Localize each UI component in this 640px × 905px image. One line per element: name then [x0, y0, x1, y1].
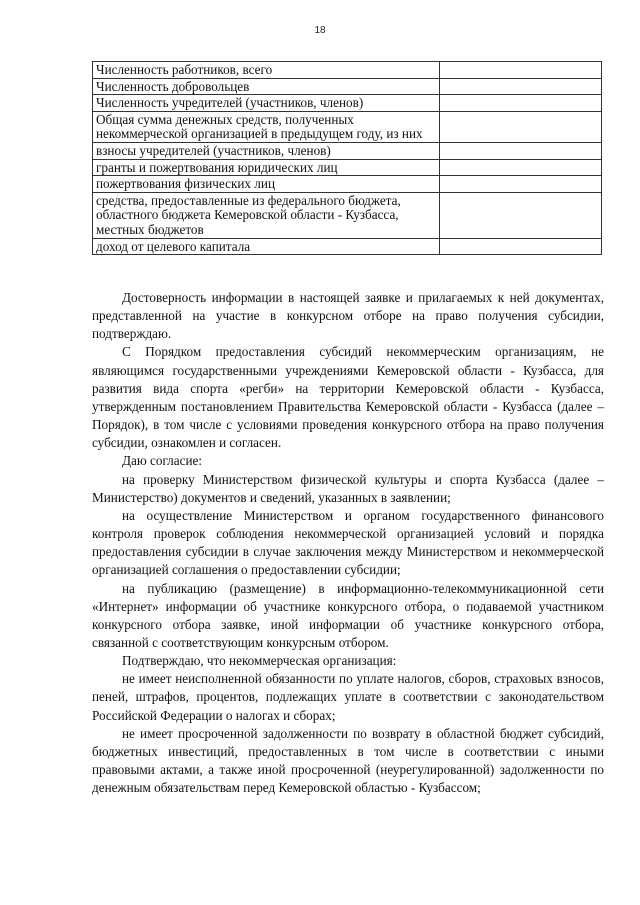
row-label-employees: Численность работников, всего: [93, 62, 440, 79]
row-label-endowment-income: доход от целевого капитала: [93, 238, 440, 255]
row-label-total-funds: Общая сумма денежных средств, полученных некоммерческой организацией в предыдущем году, из них: [93, 111, 440, 142]
table-row: [93, 111, 602, 142]
paragraph-confirm-taxes: не имеет неисполненной обязанности по уплате налогов, сборов, страховых взносов, пеней, штрафов, процентов, подлежащих уплате в соответствии с законодательством Российской Федерации о налогах и сборах;: [92, 671, 604, 723]
row-value-legal-grants: [439, 159, 601, 176]
table-row: [93, 78, 602, 95]
table-row: [93, 159, 602, 176]
table-row: [93, 62, 602, 79]
row-label-legal-grants: гранты и пожертвования юридических лиц: [93, 159, 440, 176]
row-value-employees: [439, 62, 601, 79]
paragraph-consent-publication: на публикацию (размещение) в информационно-телекоммуникационной сети «Интернет» информации об участнике конкурсного отбора, о подаваемой участником конкурсного отбора заявке, иной информации об участнике конкурсного отбора, связанной с соответствующим конкурсным отбором.: [92, 580, 604, 650]
organization-info-table: [92, 61, 602, 255]
row-label-budget-funds: средства, предоставленные из федерального бюджета, областного бюджета Кемеровской области - Кузбасса, местных бюджетов: [93, 192, 440, 238]
table-row: [93, 176, 602, 193]
row-value-volunteers: [439, 78, 601, 95]
row-value-total-funds: [439, 111, 601, 142]
paragraph-confirm-debts: не имеет просроченной задолженности по возврату в областной бюджет субсидий, бюджетных инвестиций, предоставленных в том числе в соответствии с иными правовыми актами, а также иной просроченной (неурегулированной) задолженности по денежным обязательствам перед Кемеровской областью - Кузбассом;: [92, 725, 604, 796]
row-value-endowment-income: [439, 238, 601, 255]
row-label-founder-fees: взносы учредителей (участников, членов): [93, 142, 440, 159]
row-value-budget-funds: [439, 192, 601, 238]
row-label-volunteers: Численность добровольцев: [93, 78, 440, 95]
paragraph-reliability: Достоверность информации в настоящей заявке и прилагаемых к ней документах, представленной на участие в конкурсном отборе на право получения субсидии, подтверждаю.: [92, 290, 604, 342]
row-label-individual-donations: пожертвования физических лиц: [93, 176, 440, 193]
paragraph-confirm-heading: Подтверждаю, что некоммерческая организация:: [122, 653, 397, 669]
row-value-founder-fees: [439, 142, 601, 159]
row-value-individual-donations: [439, 176, 601, 193]
table-row: [93, 238, 602, 255]
table-row: [93, 95, 602, 112]
paragraph-consent-heading: Даю согласие:: [122, 453, 203, 469]
paragraph-procedure: С Порядком предоставления субсидий некоммерческим организациям, не являющимся государственными учреждениями Кемеровской области - Кузбасса, для развития вида спорта «регби» на территории Кемеровской области - Кузбасса, утвержденным постановлением Правительства Кемеровской области - Кузбасса (далее – Порядок), в том числе с условиями проведения конкурсного отбора на право получения субсидии, ознакомлен и согласен.: [92, 344, 604, 451]
page-number: 18: [314, 25, 326, 36]
row-label-founders: Численность учредителей (участников, членов): [93, 95, 440, 112]
table-row: [93, 142, 602, 159]
application-body-text: [92, 289, 604, 797]
paragraph-consent-verification: на проверку Министерством физической культуры и спорта Кузбасса (далее – Министерство) документов и сведений, указанных в заявлении;: [92, 471, 604, 505]
row-value-founders: [439, 95, 601, 112]
table-row: [93, 192, 602, 238]
paragraph-consent-control: на осуществление Министерством и органом государственного финансового контроля проверок соблюдения некоммерческой организацией условий и порядка предоставления субсидии в случае заключения между Министерством и некоммерческой организацией соглашения о предоставлении субсидии;: [92, 507, 604, 578]
